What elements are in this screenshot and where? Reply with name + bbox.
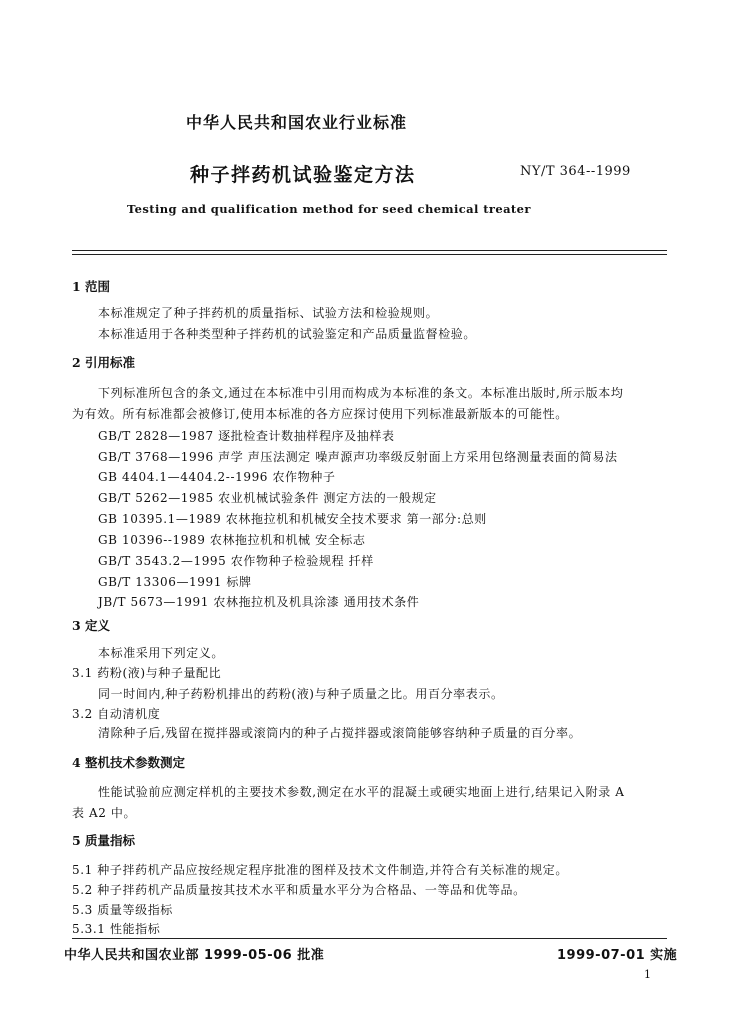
clause-5-2: 5.2 种子拌药机产品质量按其技术水平和质量水平分为合格品、一等品和优等品。	[72, 883, 526, 897]
reference-item: GB 4404.1—4404.2--1996 农作物种子	[98, 470, 336, 484]
footer-divider	[72, 938, 667, 939]
effective-date: 1999-07-01 实施	[557, 948, 678, 963]
section-1-heading: 1 范围	[72, 279, 111, 294]
approval-info: 中华人民共和国农业部 1999-05-06 批准	[64, 948, 325, 963]
reference-item: GB 10396--1989 农林拖拉机和机械 安全标志	[98, 533, 366, 547]
definition-3-1-text: 同一时间内,种子药粉机排出的药粉(液)与种子质量之比。用百分率表示。	[98, 687, 504, 701]
reference-item: GB/T 2828—1987 逐批检查计数抽样程序及抽样表	[98, 429, 395, 443]
section-3-heading: 3 定义	[72, 618, 111, 633]
definition-3-2-heading: 3.2 自动清机度	[72, 707, 161, 721]
header-divider-bottom	[72, 254, 667, 255]
section-2-intro-line-2: 为有效。所有标准都会被修订,使用本标准的各方应探讨使用下列标准最新版本的可能性。	[72, 407, 568, 421]
section-4-text-line-2: 表 A2 中。	[72, 806, 137, 820]
reference-item: JB/T 5673—1991 农林拖拉机及机具涂漆 通用技术条件	[98, 595, 420, 609]
reference-item: GB/T 3768—1996 声学 声压法测定 噪声源声功率级反射面上方采用包络测量表面的简易法	[98, 450, 618, 464]
clause-5-3-1: 5.3.1 性能指标	[72, 922, 161, 936]
reference-item: GB 10395.1—1989 农林拖拉机和机械安全技术要求 第一部分:总则	[98, 512, 487, 526]
section-3-intro: 本标准采用下列定义。	[98, 646, 225, 660]
definition-3-1-heading: 3.1 药粉(液)与种子量配比	[72, 666, 222, 680]
definition-3-2-text: 清除种子后,残留在搅拌器或滚筒内的种子占搅拌器或滚筒能够容纳种子质量的百分率。	[98, 726, 582, 740]
reference-item: GB/T 5262—1985 农业机械试验条件 测定方法的一般规定	[98, 491, 437, 505]
section-4-heading: 4 整机技术参数测定	[72, 755, 186, 770]
reference-item: GB/T 13306—1991 标牌	[98, 575, 252, 589]
section-4-text-line-1: 性能试验前应测定样机的主要技术参数,测定在水平的混凝土或硬实地面上进行,结果记入附录 A	[98, 785, 625, 799]
clause-5-3: 5.3 质量等级指标	[72, 903, 173, 917]
page-number: 1	[644, 968, 651, 981]
section-1-paragraph-1: 本标准规定了种子拌药机的质量指标、试验方法和检验规则。	[98, 306, 439, 320]
issuing-organization-title: 中华人民共和国农业行业标准	[186, 113, 408, 132]
document-title: 种子拌药机试验鉴定方法	[190, 164, 416, 186]
reference-item: GB/T 3543.2—1995 农作物种子检验规程 扦样	[98, 554, 374, 568]
section-2-heading: 2 引用标准	[72, 355, 136, 370]
section-5-heading: 5 质量指标	[72, 833, 136, 848]
section-1-paragraph-2: 本标准适用于各种类型种子拌药机的试验鉴定和产品质量监督检验。	[98, 327, 477, 341]
section-2-intro-line-1: 下列标准所包含的条文,通过在本标准中引用而构成为本标准的条文。本标准出版时,所示版本均	[98, 386, 624, 400]
clause-5-1: 5.1 种子拌药机产品应按经规定程序批准的图样及技术文件制造,并符合有关标准的规定。	[72, 863, 568, 877]
english-title: Testing and qualification method for seed chemical treater	[127, 202, 531, 216]
header-divider-top	[72, 250, 667, 251]
standard-number: NY/T 364--1999	[520, 164, 631, 179]
